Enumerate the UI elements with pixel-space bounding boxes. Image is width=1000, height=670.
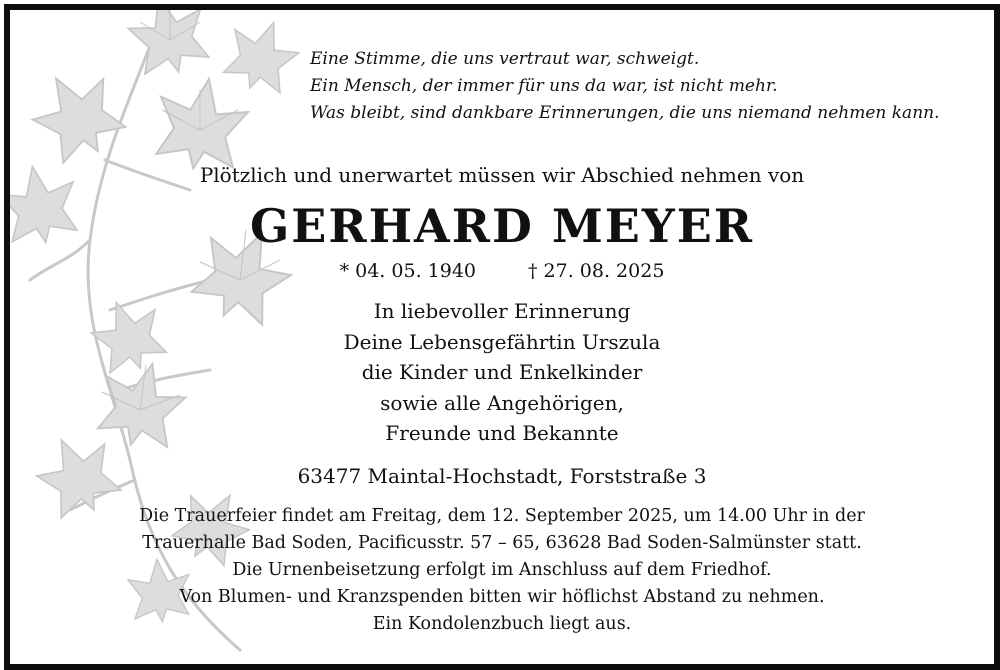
details-line: Die Trauerfeier findet am Freitag, dem 12. September 2025, um 14.00 Uhr in der bbox=[139, 506, 865, 526]
details-line: Von Blumen- und Kranzspenden bitten wir höflichst Abstand zu nehmen. bbox=[179, 587, 825, 607]
survivor-line: Freunde und Bekannte bbox=[385, 421, 619, 445]
funeral-details bbox=[10, 503, 994, 638]
survivor-line: sowie alle Angehörigen, bbox=[380, 390, 624, 415]
birth-date: * 04. 05. 1940 bbox=[339, 260, 476, 282]
survivor-line: In liebevoller Erinnerung bbox=[373, 299, 631, 323]
poem-line: Ein Mensch, der immer für uns da war, ist nicht mehr. bbox=[310, 76, 778, 96]
death-date: † 27. 08. 2025 bbox=[528, 260, 665, 282]
memorial-poem bbox=[310, 46, 990, 127]
deceased-name: GERHARD MEYER bbox=[250, 199, 754, 253]
survivor-line: Deine Lebensgefährtin Urszula bbox=[343, 329, 661, 354]
details-line: Die Urnenbeisetzung erfolgt im Anschluss auf dem Friedhof. bbox=[232, 560, 772, 580]
poem-line: Was bleibt, sind dankbare Erinnerungen, die uns niemand nehmen kann. bbox=[310, 103, 940, 123]
survivor-line: die Kinder und Enkelkinder bbox=[361, 360, 643, 384]
poem-line: Eine Stimme, die uns vertraut war, schweigt. bbox=[310, 49, 700, 69]
obituary-frame bbox=[4, 4, 1000, 670]
life-dates bbox=[10, 257, 994, 285]
details-line: Trauerhalle Bad Soden, Pacificusstr. 57 – 65, 63628 Bad Soden-Salmünster statt. bbox=[142, 533, 862, 553]
intro-text: Plötzlich und unerwartet müssen wir Abschied nehmen von bbox=[199, 163, 805, 187]
family-address: 63477 Maintal-Hochstadt, Forststraße 3 bbox=[297, 464, 707, 488]
survivors-block bbox=[10, 296, 994, 449]
details-line: Ein Kondolenzbuch liegt aus. bbox=[372, 614, 632, 634]
